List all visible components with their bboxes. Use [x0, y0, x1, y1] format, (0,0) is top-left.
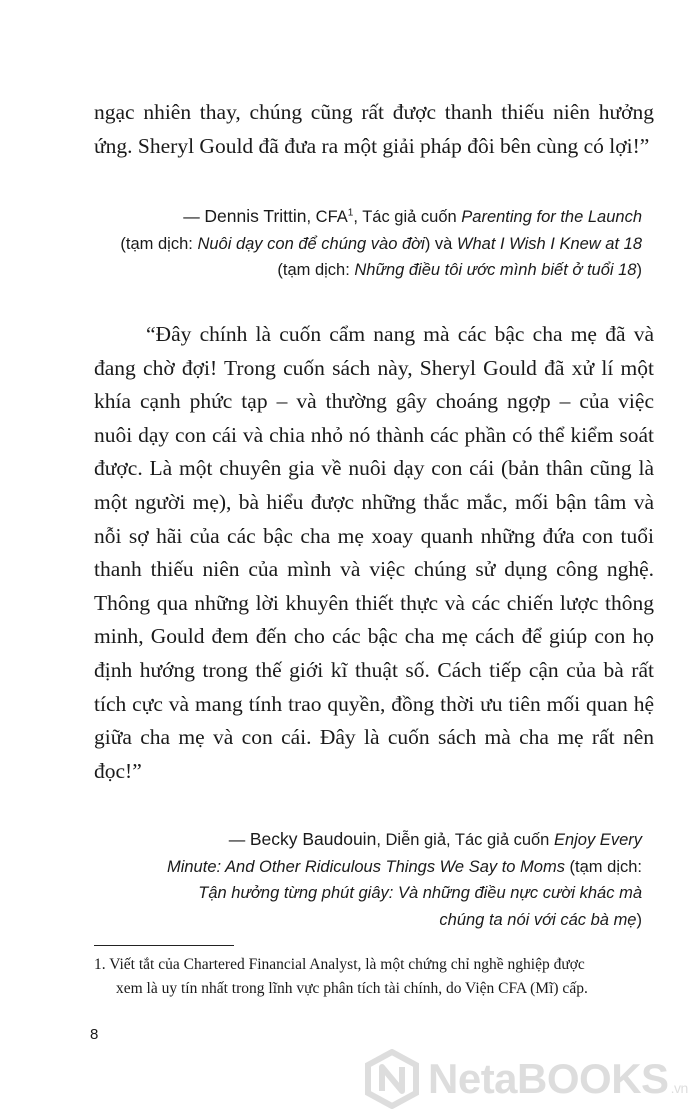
attribution-line-1 — [94, 826, 642, 854]
translated-title-2: Những điều tôi ước mình biết ở tuổi 18 — [354, 261, 637, 279]
translation-open: (tạm dịch: — [564, 857, 642, 876]
attribution-dash: — — [228, 831, 250, 849]
translation-close: ) và — [424, 234, 457, 253]
footnote-divider — [94, 945, 234, 946]
attribution-line-3 — [94, 257, 642, 284]
quote-paragraph: “Đây chính là cuốn cẩm nang mà các bậc cha mẹ đã và đang chờ đợi! Trong cuốn sách này, Sheryl Gould đã xử lí một khía cạnh phức tạp – và thường gây choáng ngợp – của việc nuôi dạy con cái và chia nhỏ nó thành các phần có thể kiểm soát được. Là một chuyên gia về nuôi dạy con cái (bản thân cũng là một người mẹ), bà hiểu được những thắc mắc, mối bận tâm và nỗi sợ hãi của các bậc cha mẹ xoay quanh những đứa con tuổi thanh thiếu niên của mình và việc chúng sử dụng công nghệ. Thông qua những lời khuyên thiết thực và các chiến lược thông minh, Gould đem đến cho các bậc cha mẹ cách để giúp con họ định hướng trong thế giới kĩ thuật số. Cách tiếp cận của bà rất tích cực và mang tính trao quyền, đồng thời ưu tiên mối quan hệ giữa cha mẹ và con cái. Đây là cuốn sách mà cha mẹ rất nên đọc!” — [94, 322, 654, 783]
watermark-text — [428, 1055, 688, 1103]
attribution-line-4 — [94, 907, 642, 934]
neta-logo-icon — [362, 1049, 422, 1109]
author-role: , Tác giả cuốn — [353, 208, 462, 226]
attribution-dash: — — [183, 208, 205, 226]
translation-close: ) — [636, 910, 642, 929]
page-number: 8 — [90, 1026, 99, 1043]
attribution-line-1 — [94, 203, 642, 231]
author-name: Dennis Trittin — [204, 206, 307, 226]
translation-close-2: ) — [636, 261, 642, 279]
book-title-part-1: Enjoy Every — [553, 831, 642, 849]
footnote-reference: 1 — [347, 207, 354, 219]
author-name: Becky Baudouin — [249, 829, 377, 849]
author-role: , Diễn giả, Tác giả cuốn — [376, 831, 554, 849]
watermark-brand: NetaBOOKS — [428, 1055, 669, 1102]
watermark — [362, 1046, 692, 1112]
translation-open: (tạm dịch: — [120, 234, 198, 253]
translated-title: Nuôi dạy con để chúng vào đời — [197, 234, 425, 253]
book-title-part-2: Minute: And Other Ridiculous Things We Say to Moms — [166, 857, 565, 876]
footnote-line-2: xem là uy tín nhất trong lĩnh vực phân tích tài chính, do Viện CFA (Mĩ) cấp. — [116, 980, 588, 997]
translated-title-part-2: chúng ta nói với các bà mẹ — [439, 910, 637, 929]
attribution-becky-baudouin — [94, 826, 642, 933]
attribution-line-2 — [94, 231, 642, 258]
book-title: Parenting for the Launch — [461, 208, 642, 226]
watermark-suffix: .vn — [670, 1080, 688, 1096]
attribution-dennis-trittin — [94, 203, 642, 284]
translated-title-part-1: Tận hưởng từng phút giây: Và những điều nực cười khác mà — [198, 884, 642, 902]
paragraph-continuation: ngạc nhiên thay, chúng cũng rất được thanh thiếu niên hưởng ứng. Sheryl Gould đã đưa ra một giải pháp đôi bên cùng có lợi!” — [94, 100, 654, 158]
book-title-2: What I Wish I Knew at 18 — [456, 234, 642, 253]
attribution-line-3 — [94, 880, 642, 907]
translation-open-2: (tạm dịch: — [277, 261, 355, 279]
attribution-line-2 — [94, 854, 642, 881]
author-credentials: , CFA — [306, 208, 348, 226]
footnote — [94, 953, 650, 1001]
footnote-line-1: 1. Viết tắt của Chartered Financial Analyst, là một chứng chỉ nghề nghiệp được — [94, 956, 585, 973]
